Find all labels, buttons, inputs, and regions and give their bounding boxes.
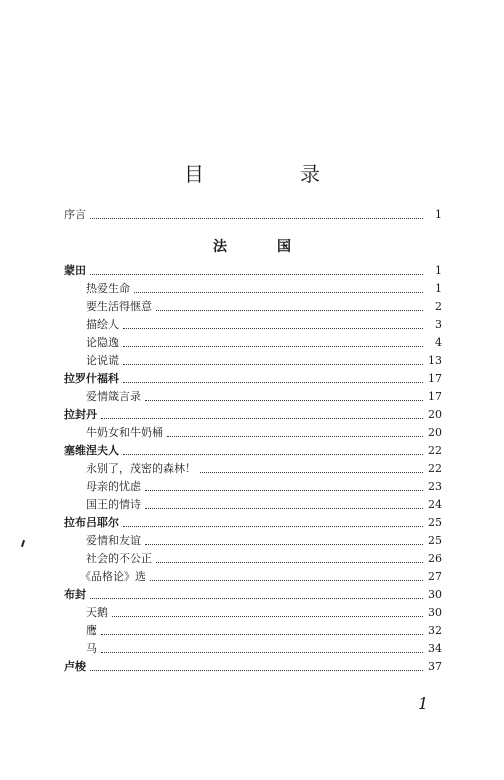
- toc-entry[interactable]: [86, 388, 442, 404]
- leader-dots: [123, 346, 423, 347]
- toc-entry[interactable]: [86, 316, 442, 332]
- toc-entry-page: 24: [428, 498, 442, 511]
- leader-dots: [123, 454, 423, 455]
- page-number: 1: [418, 694, 429, 713]
- toc-entry[interactable]: [86, 622, 442, 638]
- toc-entry-author[interactable]: [64, 658, 442, 674]
- leader-dots: [123, 526, 423, 527]
- toc-entry[interactable]: [86, 550, 442, 566]
- toc-entry-label: 马: [86, 642, 97, 655]
- toc-entry-page: 32: [428, 624, 442, 637]
- leader-dots: [101, 634, 423, 635]
- toc-entry-label: 母亲的忧虑: [86, 480, 141, 493]
- toc-entry-page: 13: [428, 354, 442, 367]
- leader-dots: [167, 436, 423, 437]
- leader-dots: [90, 670, 423, 671]
- toc-entry-author[interactable]: [64, 262, 442, 278]
- toc-entry-label: 天鹅: [86, 606, 108, 619]
- leader-dots: [123, 328, 423, 329]
- toc-entry-page: 26: [428, 552, 442, 565]
- toc-entry-page: 34: [428, 642, 442, 655]
- toc-entry-label: 卢梭: [64, 660, 86, 673]
- toc-entry-label: 社会的不公正: [86, 552, 152, 565]
- leader-dots: [123, 382, 423, 383]
- toc-entry-page: 1: [435, 264, 442, 277]
- toc-entry-author[interactable]: [64, 586, 442, 602]
- toc-entry-label: 论说谎: [86, 354, 119, 367]
- leader-dots: [90, 218, 423, 219]
- toc-entry-page: 27: [428, 570, 442, 583]
- toc-entry[interactable]: [86, 352, 442, 368]
- toc-entry-label: 拉罗什福科: [64, 372, 119, 385]
- leader-dots: [123, 364, 423, 365]
- toc-entry-label: 要生活得惬意: [86, 300, 152, 313]
- toc-entry-page: 2: [435, 300, 442, 313]
- toc-entry[interactable]: [86, 280, 442, 296]
- leader-dots: [145, 544, 423, 545]
- toc-entry-label: 拉布吕耶尔: [64, 516, 119, 529]
- toc-entry-page: 4: [435, 336, 442, 349]
- toc-entry-page: 37: [428, 660, 442, 673]
- leader-dots: [134, 292, 423, 293]
- toc-entry-page: 30: [428, 588, 442, 601]
- toc-entry-label: 布封: [64, 588, 86, 601]
- toc-entry-label: 塞维涅夫人: [64, 444, 119, 457]
- toc-entry-page: 25: [428, 516, 442, 529]
- toc-entry-page: 1: [435, 208, 442, 221]
- toc-entry-label: 爱情箴言录: [86, 390, 141, 403]
- leader-dots: [145, 508, 423, 509]
- toc-entry-label: 热爱生命: [86, 282, 130, 295]
- toc-entry[interactable]: [86, 460, 442, 476]
- toc-entry-label: 鹰: [86, 624, 97, 637]
- leader-dots: [145, 490, 423, 491]
- toc-entry-author[interactable]: [64, 406, 442, 422]
- toc-entry[interactable]: [86, 478, 442, 494]
- toc-entry-label: 序言: [64, 208, 86, 221]
- toc-entry-author[interactable]: [64, 370, 442, 386]
- leader-dots: [112, 616, 423, 617]
- toc-entry-label: 国王的情诗: [86, 498, 141, 511]
- toc-entry-page: 25: [428, 534, 442, 547]
- toc-entry[interactable]: [86, 334, 442, 350]
- toc-entry-page: 1: [435, 282, 442, 295]
- toc-entry[interactable]: [86, 424, 442, 440]
- ink-speck: [21, 540, 25, 547]
- leader-dots: [90, 598, 423, 599]
- toc-entry-label: 拉封丹: [64, 408, 97, 421]
- toc-entry[interactable]: [86, 496, 442, 512]
- section-heading: 法 国: [213, 239, 309, 255]
- toc-entry-preface[interactable]: [64, 206, 442, 222]
- toc-entry-page: 17: [428, 372, 442, 385]
- toc-entry-label: 描绘人: [86, 318, 119, 331]
- toc-entry-label: 论隐逸: [86, 336, 119, 349]
- toc-entry-page: 20: [428, 426, 442, 439]
- leader-dots: [156, 562, 423, 563]
- toc-entry-page: 22: [428, 462, 442, 475]
- toc-entry-author[interactable]: [64, 442, 442, 458]
- toc-entry-label: 牛奶女和牛奶桶: [86, 426, 163, 439]
- leader-dots: [150, 580, 423, 581]
- leader-dots: [90, 274, 423, 275]
- toc-entry[interactable]: [86, 640, 442, 656]
- toc-entry-page: 20: [428, 408, 442, 421]
- toc-entry[interactable]: [86, 604, 442, 620]
- toc-entry-page: 22: [428, 444, 442, 457]
- toc-entry-page: 30: [428, 606, 442, 619]
- toc-entry-label: 爱情和友谊: [86, 534, 141, 547]
- leader-dots: [156, 310, 423, 311]
- toc-entry-page: 17: [428, 390, 442, 403]
- toc-title: 目 录: [184, 162, 358, 186]
- toc-entry-label: 《品格论》选: [80, 570, 146, 583]
- toc-entry-label: 蒙田: [64, 264, 86, 277]
- toc-entry-page: 23: [428, 480, 442, 493]
- toc-entry[interactable]: [86, 298, 442, 314]
- toc-entry-label: 永别了，茂密的森林！: [86, 462, 196, 475]
- toc-entry[interactable]: [80, 568, 442, 584]
- leader-dots: [101, 652, 423, 653]
- toc-entry-author[interactable]: [64, 514, 442, 530]
- toc-entry[interactable]: [86, 532, 442, 548]
- leader-dots: [101, 418, 423, 419]
- leader-dots: [145, 400, 423, 401]
- leader-dots: [200, 472, 423, 473]
- toc-entry-page: 3: [435, 318, 442, 331]
